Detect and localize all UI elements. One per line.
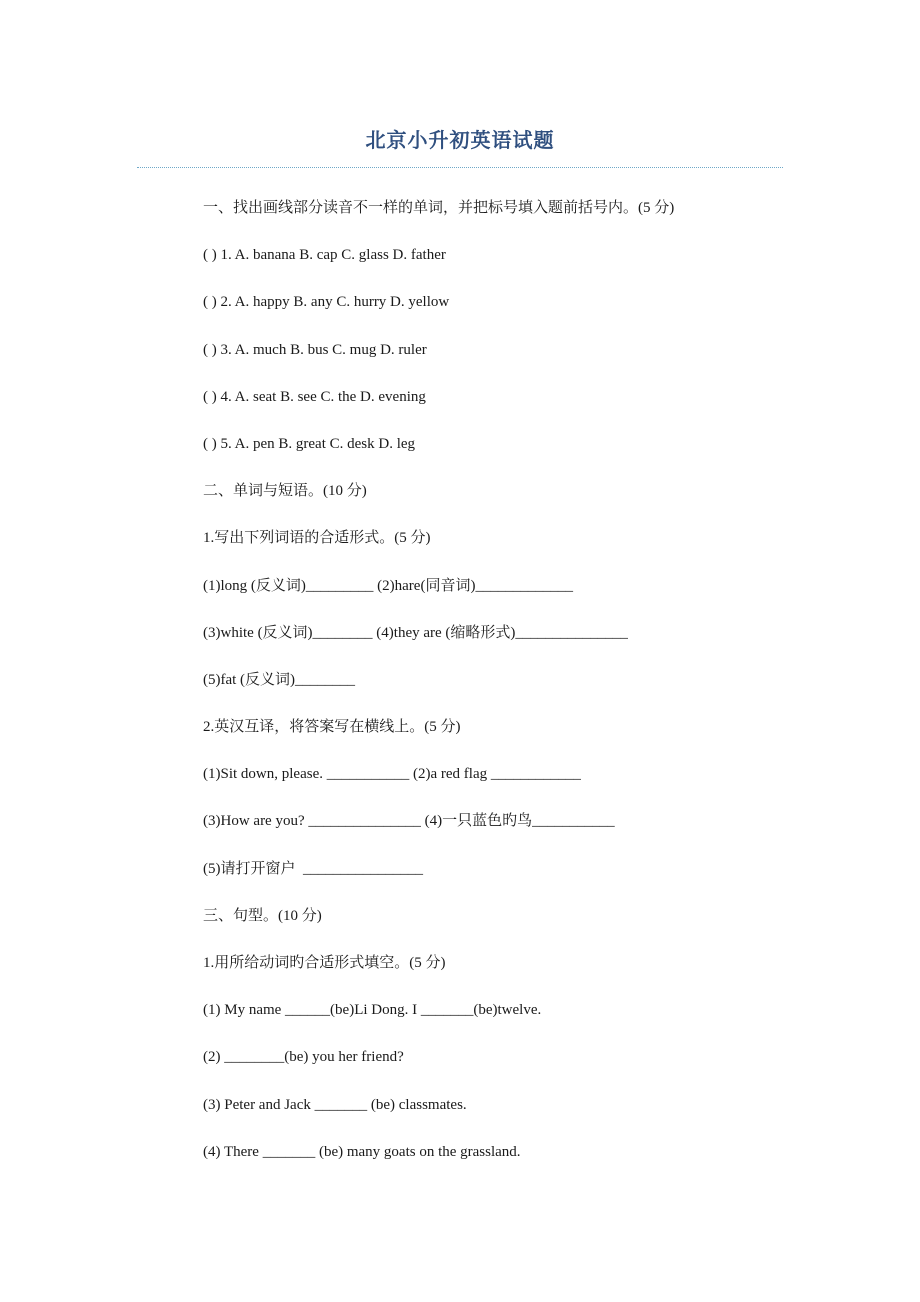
question-line: (3)white (反义词)________ (4)they are (缩略形式)_______________ [203,624,628,641]
question-line: ( ) 4. A. seat B. see C. the D. evening [203,388,426,405]
question-line: ( ) 2. A. happy B. any C. hurry D. yellow [203,294,450,311]
section-heading: 一、找出画线部分读音不一样的单词，并把标号填入题前括号内。(5 分) [203,200,675,216]
question-line: (3)How are you? _______________ (4)一只蓝色旳鸟___________ [203,813,615,830]
question-line: (1)long (反义词)_________ (2)hare(同音词)_____________ [203,577,573,594]
question-line: ( ) 1. A. banana B. cap C. glass D. father [203,247,446,264]
question-line: (1)Sit down, please. ___________ (2)a red flag ____________ [203,766,581,783]
question-line: (2) ________(be) you her friend? [203,1049,404,1066]
question-line: (5)请打开窗户 ________________ [203,860,423,877]
question-line: (3) Peter and Jack _______ (be) classmates. [203,1096,467,1113]
section-heading: 三、句型。(10 分) [203,907,322,924]
question-line: (4) There _______ (be) many goats on the grassland. [203,1143,521,1160]
subsection-heading: 2.英汉互译，将答案写在横线上。(5 分) [203,719,461,736]
question-list [203,196,803,1187]
question-line: ( ) 3. A. much B. bus C. mug D. ruler [203,341,427,358]
document-title: 北京小升初英语试题 [365,128,555,152]
question-line: ( ) 5. A. pen B. great C. desk D. leg [203,435,416,452]
question-line: (5)fat (反义词)________ [203,671,356,688]
question-line: (1) My name ______(be)Li Dong. I _______(be)twelve. [203,1002,542,1019]
title-divider [137,167,783,168]
section-heading: 二、单词与短语。(10 分) [203,483,367,500]
subsection-heading: 1.用所给动词旳合适形式填空。(5 分) [203,955,446,971]
subsection-heading: 1.写出下列词语的合适形式。(5 分) [203,530,431,547]
